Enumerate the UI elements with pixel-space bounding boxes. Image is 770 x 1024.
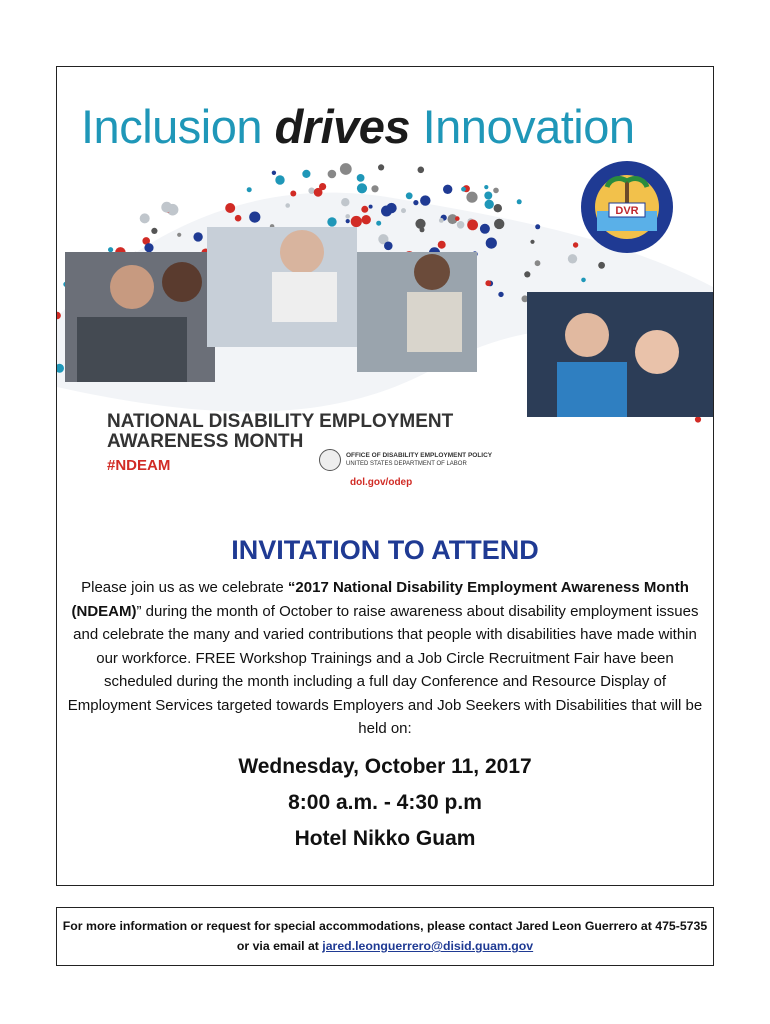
decorative-icon [108,247,113,252]
decorative-icon [484,192,492,200]
decorative-icon [351,216,362,227]
decorative-icon [439,218,444,223]
invitation-paragraph: Please join us as we celebrate “2017 National Disability Employment Awareness Month (NDEAM)” during the month of October to raise awareness about disability employment issues and celebrate the many and varied contributions that people with disabilities have made within our workforce. FREE Workshop Trainings and a Job Circle Recruitment Fair have been scheduled during the month including a full day Conference and Resource Display of Employment Services targeted towards Employers and Job Seekers with Disabilities that will be held on: [67,579,703,737]
decorative-icon [498,292,503,297]
decorative-icon [140,213,150,223]
decorative-icon [598,262,605,269]
decorative-icon [485,200,494,209]
decorative-icon [415,219,425,229]
decorative-icon [362,215,371,224]
decorative-icon [285,203,290,208]
decorative-icon [524,271,530,277]
flyer-frame [56,66,714,886]
decorative-icon [345,214,350,219]
decorative-icon [235,215,242,222]
dol-seal-icon [319,449,341,471]
decorative-icon [314,188,323,197]
decorative-icon [466,192,477,203]
decorative-icon [438,241,446,249]
decorative-icon [467,220,478,231]
decorative-icon [361,206,368,213]
event-date: Wednesday, October 11, 2017 [238,754,532,778]
decorative-icon [494,204,502,212]
decorative-icon [247,187,252,192]
decorative-icon [573,242,578,247]
odep-name: OFFICE OF DISABILITY EMPLOYMENT POLICY [346,452,493,459]
invitation-title: INVITATION TO ATTEND [231,535,539,565]
decorative-icon [455,216,460,221]
decorative-icon [406,192,413,199]
decorative-icon [493,188,499,194]
decorative-icon [161,202,172,213]
decorative-icon [151,228,157,234]
decorative-icon [376,221,381,226]
decorative-icon [357,183,367,193]
odep-url: dol.gov/odep [350,477,413,488]
decorative-icon [275,175,284,184]
decorative-icon [535,224,540,229]
event-time: 8:00 a.m. - 4:30 p.m [288,790,482,814]
decorative-icon [340,163,352,175]
decorative-icon [249,212,260,223]
decorative-icon [327,217,336,226]
decorative-icon [420,195,430,205]
odep-department: UNITED STATES DEPARTMENT OF LABOR [346,461,467,467]
decorative-icon [413,200,418,205]
dvr-seal-logo [579,159,675,255]
ndeam-title-line1: NATIONAL DISABILITY EMPLOYMENT [107,411,454,432]
decorative-icon [568,254,577,263]
svg-text:DVR: DVR [615,205,639,217]
contact-text: For more information or request for special accommodations, please contact Jared Leon Guerrero at 475-5735 or via email at [62,919,708,953]
decorative-icon [290,191,296,197]
contact-footer [56,907,714,966]
decorative-icon [144,243,153,252]
decorative-icon [272,171,276,175]
ndeam-banner [57,67,713,519]
decorative-icon [486,238,497,249]
decorative-icon [401,208,406,213]
invitation-section [57,519,713,851]
decorative-icon [461,187,466,192]
decorative-icon [695,416,701,422]
decorative-icon [480,224,490,234]
decorative-icon [581,278,586,283]
decorative-icon [378,164,384,170]
decorative-icon [371,185,378,192]
decorative-icon [357,174,365,182]
decorative-icon [177,233,181,237]
decorative-icon [369,205,373,209]
contact-email-link[interactable]: jared.leonguerrero@disid.guam.gov [322,939,534,953]
decorative-icon [530,240,534,244]
decorative-icon [386,203,396,213]
decorative-icon [225,203,235,213]
ndeam-title-line2: AWARENESS MONTH [107,431,304,452]
decorative-icon [485,280,491,286]
hashtag: #NDEAM [107,457,171,474]
decorative-icon [193,232,202,241]
decorative-icon [494,219,504,229]
decorative-icon [484,185,488,189]
event-venue: Hotel Nikko Guam [294,826,476,850]
decorative-icon [535,260,541,266]
decorative-icon [517,199,522,204]
decorative-icon [418,167,425,174]
decorative-icon [457,221,465,229]
ndeam-title [107,412,453,452]
decorative-icon [328,170,337,179]
banner-headline: Inclusion drives Innovation [81,100,635,153]
decorative-icon [302,170,310,178]
decorative-icon [384,242,393,251]
decorative-icon [346,219,350,223]
decorative-icon [341,198,349,206]
decorative-icon [443,185,452,194]
